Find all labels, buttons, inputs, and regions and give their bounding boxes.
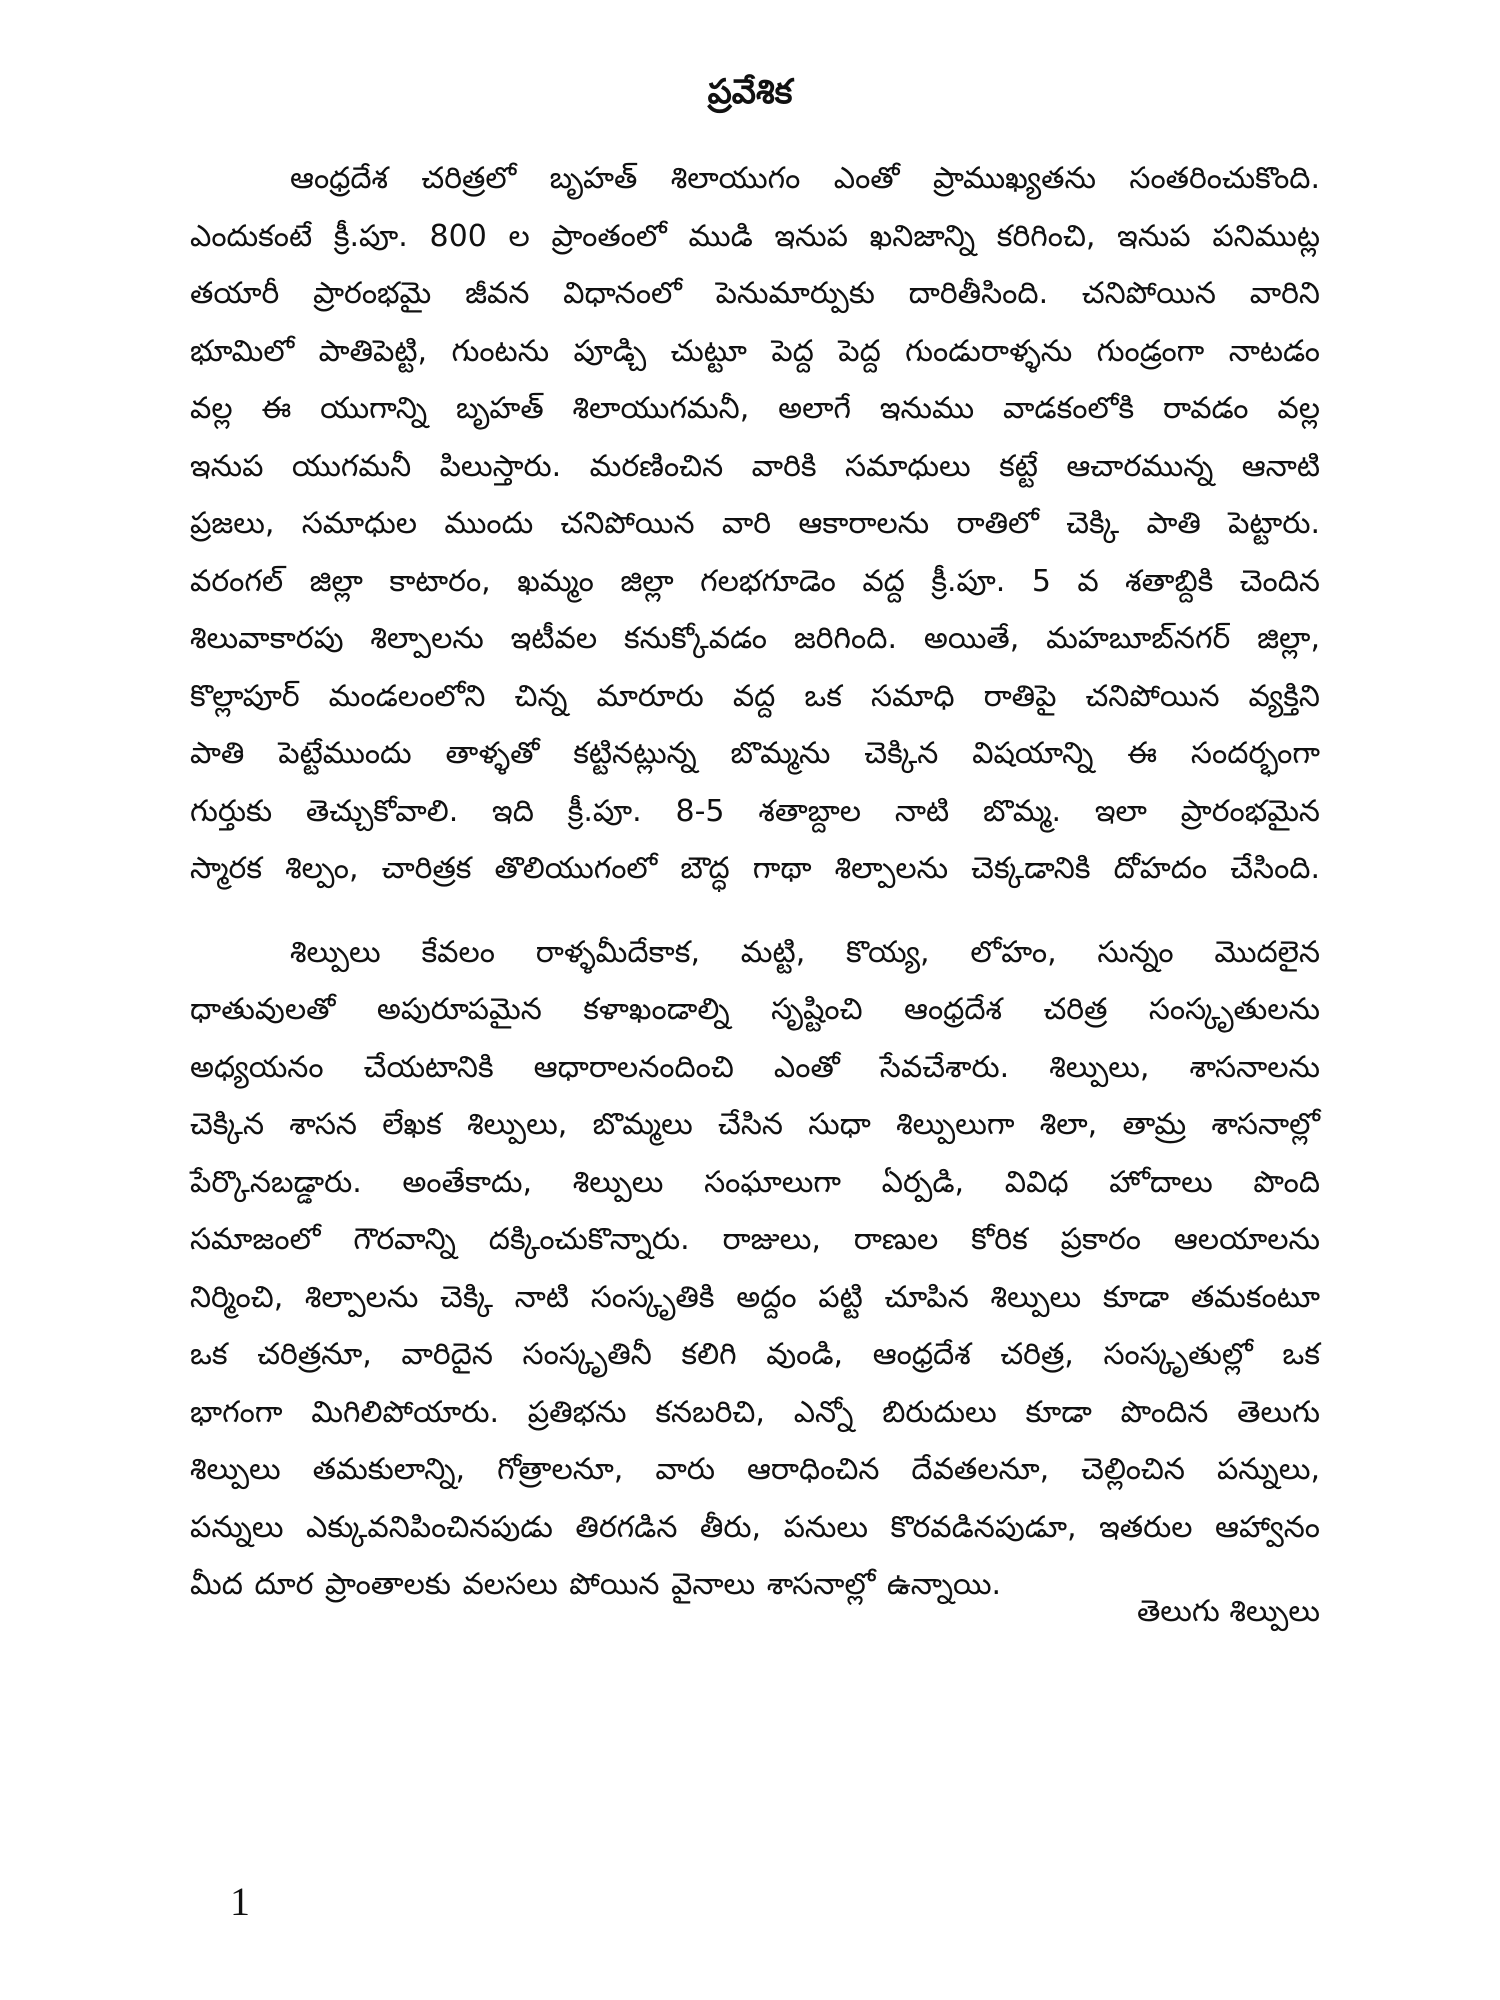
text-line: ఇనుప యుగమనీ పిలుస్తారు. మరణించిన వారికి సమాధులు కట్టే ఆచారమున్న ఆనాటి (190, 448, 1320, 484)
paragraph-1 (190, 150, 1320, 898)
text-line: అధ్యయనం చేయటానికి ఆధారాలనందించి ఎంతో సేవచేశారు. శిల్పులు, శాసనాలను (190, 1049, 1320, 1085)
text-line: స్మారక శిల్పం, చారిత్రక తొలియుగంలో బౌద్ధ గాథా శిల్పాలను చెక్కడానికి దోహదం చేసింది. (190, 851, 1320, 886)
page-title: ప్రవేశిక (707, 72, 793, 112)
text-line: వల్ల ఈ యుగాన్ని బృహత్ శిలాయుగమనీ, అలాగే ఇనుము వాడకంలోకి రావడం వల్ల (190, 391, 1320, 426)
text-line: చెక్కిన శాసన లేఖక శిల్పులు, బొమ్మలు చేసిన సుధా శిల్పులుగా శిలా, తామ్ర శాసనాల్లో (190, 1107, 1320, 1142)
text-line: నిర్మించి, శిల్పాలను చెక్కి నాటి సంస్కృతికి అద్దం పట్టి చూపిన శిల్పులు కూడా తమకంటూ (190, 1279, 1320, 1315)
paragraph-2 (190, 924, 1320, 1629)
text-line: భాగంగా మిగిలిపోయారు. ప్రతిభను కనబరిచి, ఎన్నో బిరుదులు కూడా పొందిన తెలుగు (190, 1394, 1320, 1430)
text-line: మీద దూర ప్రాంతాలకు వలసలు పోయిన వైనాలు శాసనాల్లో ఉన్నాయి. (190, 1567, 1002, 1602)
text-line: ఒక చరిత్రనూ, వారిదైన సంస్కృతినీ కలిగి వుండి, ఆంధ్రదేశ చరిత్ర, సంస్కృతుల్లో ఒక (190, 1337, 1320, 1372)
text-line: గుర్తుకు తెచ్చుకోవాలి. ఇది క్రీ.పూ. 8-5 శతాబ్దాల నాటి బొమ్మ. ఇలా ప్రారంభమైన (190, 793, 1320, 829)
document-body (190, 150, 1320, 1629)
text-line: కొల్లాపూర్ మండలంలోని చిన్న మారూరు వద్ద ఒక సమాధి రాతిపై చనిపోయిన వ్యక్తిని (190, 678, 1320, 714)
text-line: ఎందుకంటే క్రీ.పూ. 800 ల ప్రాంతంలో ముడి ఇనుప ఖనిజాన్ని కరిగించి, ఇనుప పనిముట్ల (190, 218, 1320, 254)
text-line: ఆంధ్రదేశ చరిత్రలో బృహత్ శిలాయుగం ఎంతో ప్రాముఖ్యతను సంతరించుకొంది. (290, 161, 1320, 196)
closing-line-row (190, 1556, 1320, 1629)
text-line: పేర్కొనబడ్డారు. అంతేకాదు, శిల్పులు సంఘాలుగా ఏర్పడి, వివిధ హోదాలు పొంది (190, 1164, 1320, 1200)
paragraph-2-lines (190, 924, 1320, 1557)
text-line: పాతి పెట్టేముందు తాళ్ళతో కట్టినట్లున్న బొమ్మను చెక్కిన విషయాన్ని ఈ సందర్భంగా (190, 736, 1320, 771)
text-line: తయారీ ప్రారంభమై జీవన విధానంలో పెనుమార్పుకు దారితీసింది. చనిపోయిన వారిని (190, 276, 1320, 311)
text-line: వరంగల్ జిల్లా కాటారం, ఖమ్మం జిల్లా గలభగూడెం వద్ద క్రీ.పూ. 5 వ శతాబ్దికి చెందిన (190, 563, 1320, 599)
text-line: శిల్పులు తమకులాన్ని, గోత్రాలనూ, వారు ఆరాధించిన దేవతలనూ, చెల్లించిన పన్నులు, (190, 1452, 1320, 1487)
text-line: సమాజంలో గౌరవాన్ని దక్కించుకొన్నారు. రాజులు, రాణుల కోరిక ప్రకారం ఆలయాలను (190, 1222, 1320, 1257)
running-footer-text: తెలుగు శిల్పులు (1136, 1593, 1320, 1629)
text-line: ధాతువులతో అపురూపమైన కళాఖండాల్ని సృష్టించి ఆంధ్రదేశ చరిత్ర సంస్కృతులను (190, 992, 1320, 1027)
text-line: భూమిలో పాతిపెట్టి, గుంటను పూడ్చి చుట్టూ పెద్ద పెద్ద గుండురాళ్ళను గుండ్రంగా నాటడం (190, 333, 1320, 369)
text-line: ప్రజలు, సమాధుల ముందు చనిపోయిన వారి ఆకారాలను రాతిలో చెక్కి పాతి పెట్టారు. (190, 506, 1320, 541)
text-line: శిలువాకారపు శిల్పాలను ఇటీవల కనుక్కోవడం జరిగింది. అయితే, మహబూబ్‌నగర్ జిల్లా, (190, 621, 1320, 656)
page-number: 1 (230, 1879, 250, 1924)
text-line: శిల్పులు కేవలం రాళ్ళమీదేకాక, మట్టి, కొయ్య, లోహం, సున్నం మొదలైన (290, 934, 1320, 970)
text-line: పన్నులు ఎక్కువనిపించినపుడు తిరగడిన తీరు, పనులు కొరవడినపుడూ, ఇతరుల ఆహ్వానం (190, 1509, 1320, 1545)
